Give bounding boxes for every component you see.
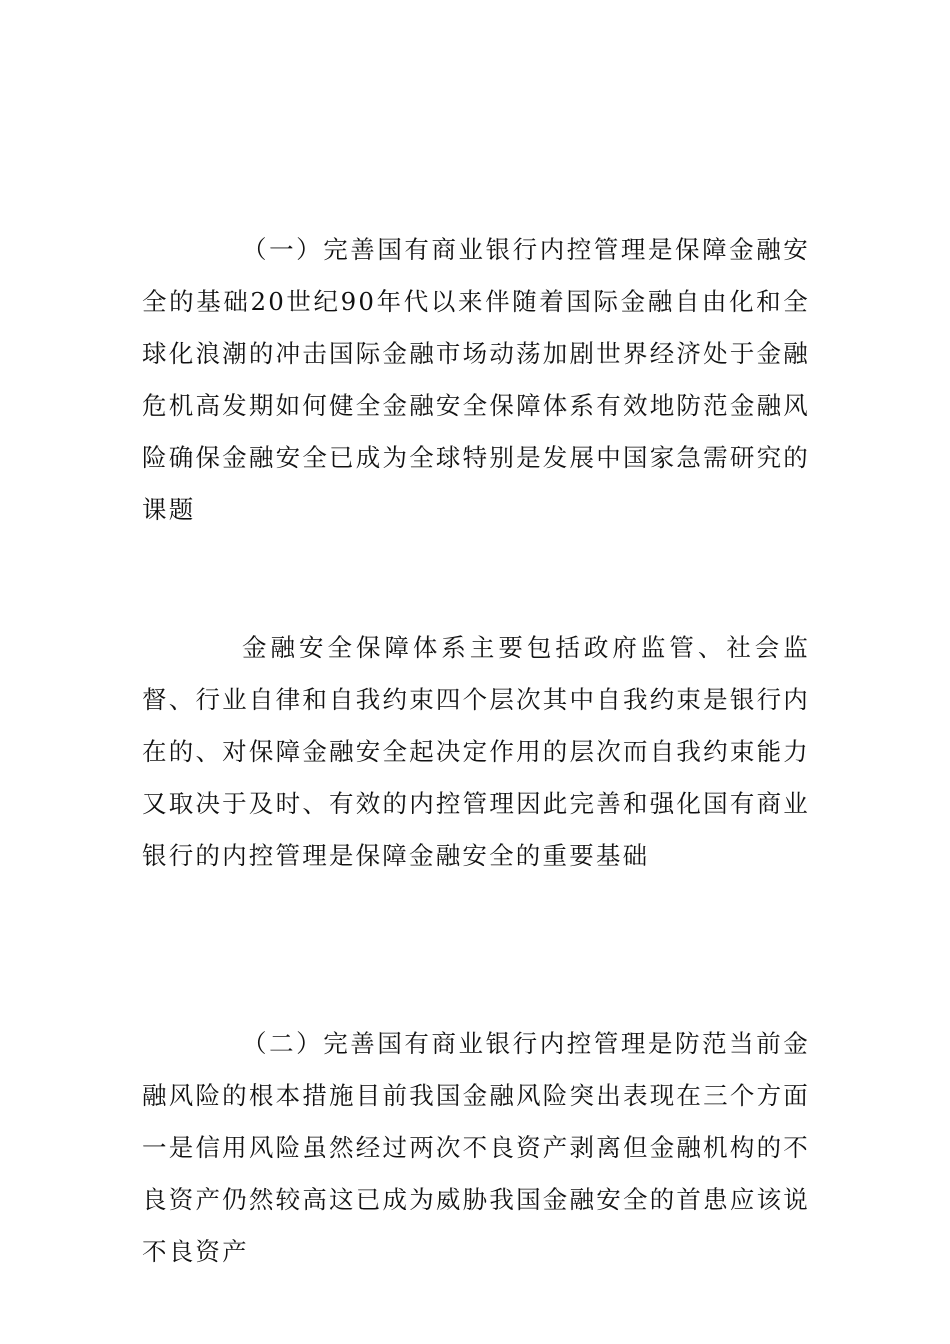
paragraph-1: （一）完善国有商业银行内控管理是保障金融安全的基础20世纪90年代以来伴随着国际金融自由化和全球化浪潮的冲击国际金融市场动荡加剧世界经济处于金融危机高发期如何健全金融安全保障体系有效地防范金融风险确保金融安全已成为全球特别是发展中国家急需研究的课题 xyxy=(142,235,810,524)
paragraph-2: 金融安全保障体系主要包括政府监管、社会监督、行业自律和自我约束四个层次其中自我约束是银行内在的、对保障金融安全起决定作用的层次而自我约束能力又取决于及时、有效的内控管理因此完善和强化国有商业银行的内控管理是保障金融安全的重要基础 xyxy=(142,633,810,870)
paragraph-3: （二）完善国有商业银行内控管理是防范当前金融风险的根本措施目前我国金融风险突出表现在三个方面一是信用风险虽然经过两次不良资产剥离但金融机构的不良资产仍然较高这已成为威胁我国金融安全的首患应该说不良资产 xyxy=(142,1029,810,1266)
